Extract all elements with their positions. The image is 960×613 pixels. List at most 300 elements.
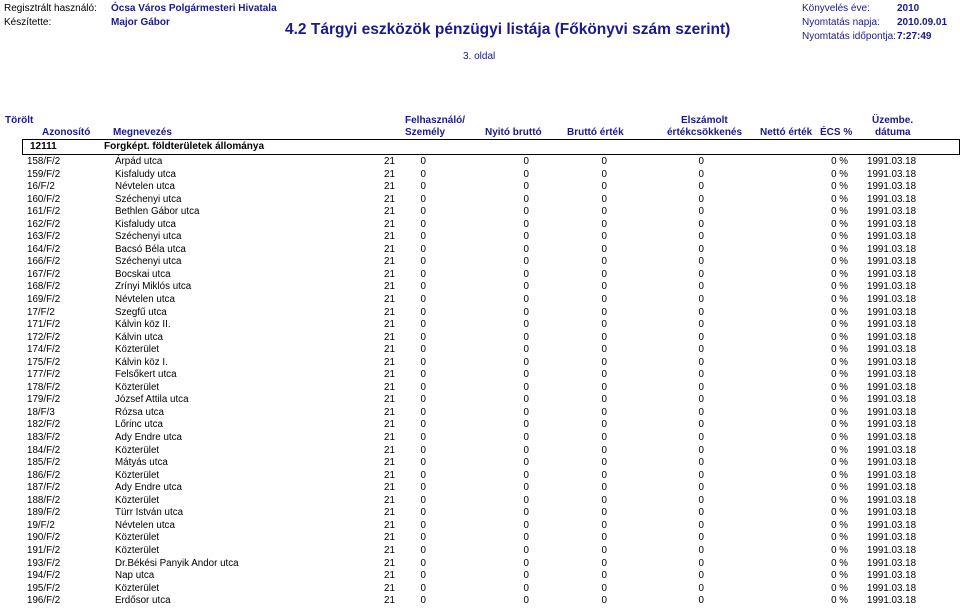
asset-id: 168/F/2 — [27, 281, 61, 293]
asset-name: Mátyás utca — [115, 457, 168, 469]
asset-user: 21 — [384, 482, 395, 494]
asset-opening-gross: 0 — [420, 381, 426, 393]
col-commission-line2: dátuma — [875, 127, 911, 138]
asset-id: 169/F/2 — [27, 294, 61, 306]
asset-id: 17/F/2 — [27, 306, 55, 318]
author — [4, 17, 170, 28]
asset-depr-pct: 0 % — [831, 444, 848, 456]
registered-user-label: Regisztrált használó: — [4, 3, 97, 14]
asset-gross-value: 0 — [523, 243, 529, 255]
asset-depreciation: 0 — [601, 582, 607, 594]
table-row — [0, 582, 960, 595]
asset-gross-value: 0 — [523, 344, 529, 356]
report-title: 4.2 Tárgyi eszközök pénzügyi listája (Főkönyvi szám szerint) — [285, 21, 731, 38]
asset-user: 21 — [384, 544, 395, 556]
asset-name: Bacsó Béla utca — [115, 243, 186, 255]
asset-gross-value: 0 — [523, 507, 529, 519]
asset-id: 175/F/2 — [27, 356, 61, 368]
asset-commission-date: 1991.03.18 — [867, 231, 917, 243]
asset-net-value: 0 — [698, 193, 704, 205]
asset-net-value: 0 — [698, 507, 704, 519]
asset-depreciation: 0 — [601, 206, 607, 218]
asset-net-value: 0 — [698, 457, 704, 469]
asset-name: Türr István utca — [115, 507, 184, 519]
asset-gross-value: 0 — [523, 419, 529, 431]
asset-depr-pct: 0 % — [831, 331, 848, 343]
table-row — [0, 469, 960, 482]
asset-name: Felsőkert utca — [115, 369, 177, 381]
asset-net-value: 0 — [698, 494, 704, 506]
asset-name: Zrínyi Miklós utca — [115, 281, 192, 293]
asset-net-value: 0 — [698, 519, 704, 531]
asset-name: Ady Endre utca — [115, 482, 182, 494]
col-opening-gross: Nyitó bruttó — [485, 127, 542, 138]
asset-opening-gross: 0 — [420, 331, 426, 343]
asset-gross-value: 0 — [523, 218, 529, 230]
asset-name: Kálvin köz I. — [115, 356, 168, 368]
table-row — [0, 393, 960, 406]
asset-user: 21 — [384, 181, 395, 193]
asset-user: 21 — [384, 331, 395, 343]
asset-gross-value: 0 — [523, 469, 529, 481]
asset-opening-gross: 0 — [420, 306, 426, 318]
asset-net-value: 0 — [698, 482, 704, 494]
asset-user: 21 — [384, 406, 395, 418]
asset-depr-pct: 0 % — [831, 570, 848, 582]
asset-depr-pct: 0 % — [831, 507, 848, 519]
asset-gross-value: 0 — [523, 457, 529, 469]
asset-opening-gross: 0 — [420, 582, 426, 594]
asset-name: Széchenyi utca — [115, 231, 182, 243]
asset-opening-gross: 0 — [420, 494, 426, 506]
asset-gross-value: 0 — [523, 156, 529, 167]
asset-name: Névtelen utca — [115, 294, 175, 306]
group-top-rule — [22, 139, 960, 140]
asset-commission-date: 1991.03.18 — [867, 544, 917, 556]
asset-depreciation: 0 — [601, 394, 607, 406]
table-row — [0, 243, 960, 256]
asset-opening-gross: 0 — [420, 193, 426, 205]
asset-user: 21 — [384, 369, 395, 381]
asset-gross-value: 0 — [523, 268, 529, 280]
asset-net-value: 0 — [698, 306, 704, 318]
asset-depr-pct: 0 % — [831, 231, 848, 243]
asset-depr-pct: 0 % — [831, 557, 848, 569]
col-id: Azonosító — [42, 127, 91, 138]
table-row — [0, 230, 960, 243]
asset-gross-value: 0 — [523, 482, 529, 494]
asset-opening-gross: 0 — [420, 281, 426, 293]
asset-gross-value: 0 — [523, 206, 529, 218]
asset-opening-gross: 0 — [420, 595, 426, 607]
asset-depreciation: 0 — [601, 406, 607, 418]
asset-user: 21 — [384, 156, 395, 167]
asset-net-value: 0 — [698, 218, 704, 230]
asset-id: 179/F/2 — [27, 394, 61, 406]
asset-user: 21 — [384, 394, 395, 406]
asset-depr-pct: 0 % — [831, 281, 848, 293]
asset-gross-value: 0 — [523, 432, 529, 444]
asset-opening-gross: 0 — [420, 432, 426, 444]
col-depr-pct: ÉCS % — [820, 127, 853, 138]
asset-gross-value: 0 — [523, 494, 529, 506]
asset-commission-date: 1991.03.18 — [867, 469, 917, 481]
asset-depr-pct: 0 % — [831, 494, 848, 506]
table-row — [0, 531, 960, 544]
asset-user: 21 — [384, 243, 395, 255]
asset-gross-value: 0 — [523, 181, 529, 193]
asset-id: 166/F/2 — [27, 256, 61, 268]
asset-user: 21 — [384, 432, 395, 444]
asset-opening-gross: 0 — [420, 369, 426, 381]
asset-user: 21 — [384, 306, 395, 318]
table-row — [0, 306, 960, 319]
asset-id: 189/F/2 — [27, 507, 61, 519]
asset-gross-value: 0 — [523, 331, 529, 343]
asset-name: Lőrinc utca — [115, 419, 163, 431]
asset-net-value: 0 — [698, 319, 704, 331]
asset-opening-gross: 0 — [420, 181, 426, 193]
asset-user: 21 — [384, 256, 395, 268]
asset-net-value: 0 — [698, 444, 704, 456]
asset-name: Rózsa utca — [115, 406, 165, 418]
asset-depreciation: 0 — [601, 507, 607, 519]
asset-id: 187/F/2 — [27, 482, 61, 494]
asset-id: 177/F/2 — [27, 369, 61, 381]
asset-net-value: 0 — [698, 181, 704, 193]
asset-depreciation: 0 — [601, 156, 607, 167]
asset-commission-date: 1991.03.18 — [867, 557, 917, 569]
col-depr-line1: Elszámolt — [681, 115, 728, 126]
asset-depr-pct: 0 % — [831, 519, 848, 531]
table-row — [0, 594, 960, 607]
asset-commission-date: 1991.03.18 — [867, 507, 917, 519]
asset-depr-pct: 0 % — [831, 319, 848, 331]
asset-commission-date: 1991.03.18 — [867, 595, 917, 607]
asset-net-value: 0 — [698, 432, 704, 444]
asset-id: 161/F/2 — [27, 206, 61, 218]
asset-commission-date: 1991.03.18 — [867, 193, 917, 205]
page-number: 3. oldal — [463, 51, 496, 62]
asset-name: Kálvin köz II. — [115, 319, 171, 331]
asset-id: 164/F/2 — [27, 243, 61, 255]
table-row — [0, 180, 960, 193]
asset-gross-value: 0 — [523, 595, 529, 607]
asset-commission-date: 1991.03.18 — [867, 256, 917, 268]
asset-net-value: 0 — [698, 206, 704, 218]
asset-name: Árpád utca — [115, 156, 163, 167]
author-label: Készítette: — [4, 17, 52, 28]
asset-gross-value: 0 — [523, 570, 529, 582]
asset-depr-pct: 0 % — [831, 469, 848, 481]
asset-user: 21 — [384, 494, 395, 506]
asset-opening-gross: 0 — [420, 243, 426, 255]
asset-gross-value: 0 — [523, 256, 529, 268]
asset-opening-gross: 0 — [420, 570, 426, 582]
asset-net-value: 0 — [698, 595, 704, 607]
table-row — [0, 519, 960, 532]
asset-table-body — [0, 155, 960, 607]
table-row — [0, 456, 960, 469]
print-date-label: Nyomtatás napja: — [802, 17, 880, 28]
asset-commission-date: 1991.03.18 — [867, 218, 917, 230]
asset-name: Dr.Békési Panyik Andor utca — [115, 557, 239, 569]
asset-opening-gross: 0 — [420, 519, 426, 531]
asset-gross-value: 0 — [523, 294, 529, 306]
asset-depr-pct: 0 % — [831, 406, 848, 418]
asset-gross-value: 0 — [523, 544, 529, 556]
asset-depreciation: 0 — [601, 381, 607, 393]
asset-name: Erdősor utca — [115, 595, 171, 607]
asset-id: 172/F/2 — [27, 331, 61, 343]
col-net-value: Nettó érték — [760, 127, 813, 138]
asset-user: 21 — [384, 193, 395, 205]
asset-gross-value: 0 — [523, 532, 529, 544]
asset-opening-gross: 0 — [420, 544, 426, 556]
table-row — [0, 418, 960, 431]
table-row — [0, 155, 960, 168]
asset-opening-gross: 0 — [420, 482, 426, 494]
asset-id: 163/F/2 — [27, 231, 61, 243]
fiscal-year — [802, 3, 920, 14]
asset-id: 194/F/2 — [27, 570, 61, 582]
table-row — [0, 368, 960, 381]
asset-id: 184/F/2 — [27, 444, 61, 456]
table-row — [0, 406, 960, 419]
asset-depr-pct: 0 % — [831, 306, 848, 318]
asset-user: 21 — [384, 281, 395, 293]
group-left-rule — [22, 139, 23, 155]
print-time-value: 7:27:49 — [897, 31, 932, 42]
asset-depreciation: 0 — [601, 281, 607, 293]
asset-opening-gross: 0 — [420, 319, 426, 331]
asset-net-value: 0 — [698, 231, 704, 243]
asset-net-value: 0 — [698, 344, 704, 356]
asset-commission-date: 1991.03.18 — [867, 306, 917, 318]
asset-name: Névtelen utca — [115, 519, 175, 531]
asset-gross-value: 0 — [523, 306, 529, 318]
asset-gross-value: 0 — [523, 193, 529, 205]
asset-depreciation: 0 — [601, 319, 607, 331]
asset-name: Széchenyi utca — [115, 193, 182, 205]
asset-depr-pct: 0 % — [831, 243, 848, 255]
table-row — [0, 255, 960, 268]
asset-net-value: 0 — [698, 532, 704, 544]
asset-user: 21 — [384, 268, 395, 280]
asset-name: Közterület — [115, 344, 160, 356]
asset-depreciation: 0 — [601, 457, 607, 469]
asset-commission-date: 1991.03.18 — [867, 381, 917, 393]
asset-gross-value: 0 — [523, 231, 529, 243]
asset-commission-date: 1991.03.18 — [867, 356, 917, 368]
asset-depr-pct: 0 % — [831, 482, 848, 494]
asset-name: Közterület — [115, 469, 160, 481]
asset-depreciation: 0 — [601, 532, 607, 544]
asset-depr-pct: 0 % — [831, 181, 848, 193]
asset-id: 185/F/2 — [27, 457, 61, 469]
asset-name: Névtelen utca — [115, 181, 175, 193]
group-name: Forgképt. földterületek állománya — [104, 141, 265, 152]
col-user-line1: Felhasználó/ — [405, 115, 466, 126]
table-row — [0, 356, 960, 369]
asset-commission-date: 1991.03.18 — [867, 570, 917, 582]
asset-user: 21 — [384, 595, 395, 607]
col-commission-line1: Üzembe. — [872, 115, 914, 126]
asset-depr-pct: 0 % — [831, 595, 848, 607]
asset-depreciation: 0 — [601, 294, 607, 306]
asset-gross-value: 0 — [523, 281, 529, 293]
asset-opening-gross: 0 — [420, 356, 426, 368]
asset-user: 21 — [384, 557, 395, 569]
asset-depr-pct: 0 % — [831, 193, 848, 205]
asset-name: Széchenyi utca — [115, 256, 182, 268]
asset-gross-value: 0 — [523, 582, 529, 594]
table-row — [0, 205, 960, 218]
asset-net-value: 0 — [698, 369, 704, 381]
asset-opening-gross: 0 — [420, 394, 426, 406]
col-name: Megnevezés — [113, 127, 172, 138]
asset-net-value: 0 — [698, 394, 704, 406]
asset-net-value: 0 — [698, 557, 704, 569]
asset-depreciation: 0 — [601, 231, 607, 243]
asset-name: József Attila utca — [115, 394, 189, 406]
registered-user — [4, 3, 277, 14]
fiscal-year-label: Könyvelés éve: — [802, 3, 870, 14]
asset-opening-gross: 0 — [420, 268, 426, 280]
asset-depreciation: 0 — [601, 168, 607, 180]
asset-commission-date: 1991.03.18 — [867, 156, 917, 167]
asset-user: 21 — [384, 469, 395, 481]
asset-depreciation: 0 — [601, 432, 607, 444]
asset-gross-value: 0 — [523, 444, 529, 456]
col-deleted: Törölt — [5, 115, 34, 126]
asset-depr-pct: 0 % — [831, 294, 848, 306]
asset-name: Közterület — [115, 532, 160, 544]
asset-net-value: 0 — [698, 243, 704, 255]
asset-depr-pct: 0 % — [831, 432, 848, 444]
asset-depr-pct: 0 % — [831, 381, 848, 393]
asset-name: Kálvin utca — [115, 331, 163, 343]
table-row — [0, 318, 960, 331]
asset-opening-gross: 0 — [420, 231, 426, 243]
asset-depreciation: 0 — [601, 544, 607, 556]
table-row — [0, 268, 960, 281]
table-row — [0, 193, 960, 206]
asset-id: 186/F/2 — [27, 469, 61, 481]
asset-depr-pct: 0 % — [831, 582, 848, 594]
asset-commission-date: 1991.03.18 — [867, 532, 917, 544]
asset-id: 162/F/2 — [27, 218, 61, 230]
table-row — [0, 293, 960, 306]
asset-depr-pct: 0 % — [831, 532, 848, 544]
asset-user: 21 — [384, 168, 395, 180]
group-code: 12111 — [30, 141, 57, 152]
asset-depr-pct: 0 % — [831, 344, 848, 356]
asset-commission-date: 1991.03.18 — [867, 331, 917, 343]
asset-id: 191/F/2 — [27, 544, 61, 556]
asset-depr-pct: 0 % — [831, 168, 848, 180]
print-time — [802, 31, 932, 42]
asset-depreciation: 0 — [601, 494, 607, 506]
asset-name: Közterület — [115, 381, 160, 393]
asset-net-value: 0 — [698, 156, 704, 167]
table-row — [0, 557, 960, 570]
asset-depr-pct: 0 % — [831, 394, 848, 406]
asset-id: 183/F/2 — [27, 432, 61, 444]
asset-gross-value: 0 — [523, 319, 529, 331]
asset-user: 21 — [384, 218, 395, 230]
table-row — [0, 381, 960, 394]
asset-depr-pct: 0 % — [831, 256, 848, 268]
asset-depreciation: 0 — [601, 482, 607, 494]
asset-opening-gross: 0 — [420, 156, 426, 167]
asset-opening-gross: 0 — [420, 218, 426, 230]
asset-user: 21 — [384, 381, 395, 393]
asset-name: Közterület — [115, 444, 160, 456]
asset-net-value: 0 — [698, 281, 704, 293]
asset-depreciation: 0 — [601, 369, 607, 381]
asset-user: 21 — [384, 419, 395, 431]
asset-id: 196/F/2 — [27, 595, 61, 607]
asset-user: 21 — [384, 356, 395, 368]
asset-net-value: 0 — [698, 294, 704, 306]
asset-commission-date: 1991.03.18 — [867, 406, 917, 418]
asset-commission-date: 1991.03.18 — [867, 482, 917, 494]
asset-opening-gross: 0 — [420, 507, 426, 519]
asset-depreciation: 0 — [601, 419, 607, 431]
table-row — [0, 544, 960, 557]
asset-commission-date: 1991.03.18 — [867, 206, 917, 218]
asset-id: 160/F/2 — [27, 193, 61, 205]
asset-name: Kisfaludy utca — [115, 218, 176, 230]
asset-depr-pct: 0 % — [831, 544, 848, 556]
asset-id: 174/F/2 — [27, 344, 61, 356]
asset-name: Közterület — [115, 582, 160, 594]
asset-id: 16/F/2 — [27, 181, 55, 193]
print-time-label: Nyomtatás időpontja: — [802, 31, 896, 42]
asset-user: 21 — [384, 344, 395, 356]
asset-depreciation: 0 — [601, 570, 607, 582]
asset-net-value: 0 — [698, 331, 704, 343]
table-row — [0, 569, 960, 582]
asset-commission-date: 1991.03.18 — [867, 494, 917, 506]
asset-commission-date: 1991.03.18 — [867, 419, 917, 431]
asset-commission-date: 1991.03.18 — [867, 268, 917, 280]
asset-name: Nap utca — [115, 570, 155, 582]
asset-opening-gross: 0 — [420, 469, 426, 481]
asset-depr-pct: 0 % — [831, 218, 848, 230]
print-date-value: 2010.09.01 — [897, 17, 948, 28]
asset-commission-date: 1991.03.18 — [867, 394, 917, 406]
col-depr-line2: értékcsökkenés — [667, 127, 743, 138]
asset-depreciation: 0 — [601, 519, 607, 531]
asset-id: 158/F/2 — [27, 156, 61, 167]
asset-id: 167/F/2 — [27, 268, 61, 280]
asset-depr-pct: 0 % — [831, 419, 848, 431]
asset-opening-gross: 0 — [420, 457, 426, 469]
asset-commission-date: 1991.03.18 — [867, 432, 917, 444]
registered-user-value: Ócsa Város Polgármesteri Hivatala — [111, 3, 277, 14]
asset-user: 21 — [384, 519, 395, 531]
asset-commission-date: 1991.03.18 — [867, 519, 917, 531]
asset-opening-gross: 0 — [420, 168, 426, 180]
asset-opening-gross: 0 — [420, 256, 426, 268]
table-row — [0, 494, 960, 507]
table-row — [0, 431, 960, 444]
asset-user: 21 — [384, 206, 395, 218]
asset-user: 21 — [384, 532, 395, 544]
asset-gross-value: 0 — [523, 381, 529, 393]
